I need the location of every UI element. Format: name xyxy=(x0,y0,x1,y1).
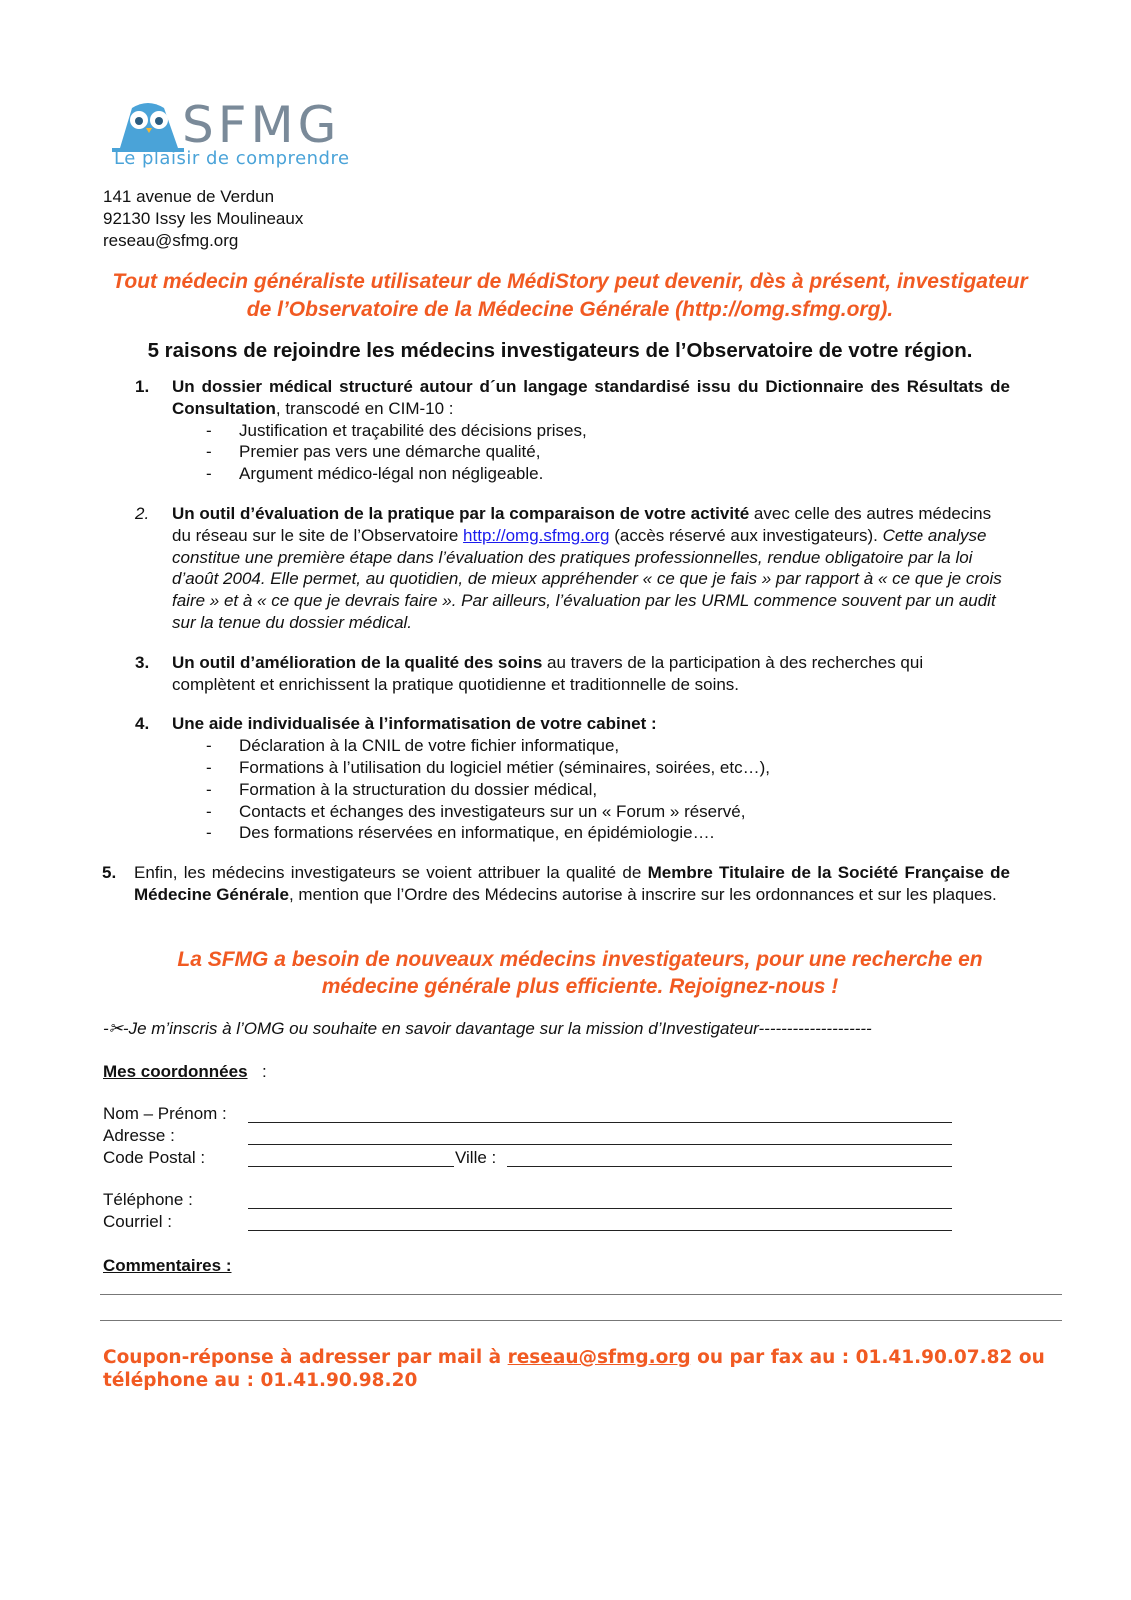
address-field[interactable] xyxy=(248,1144,952,1145)
owl-icon xyxy=(112,98,184,154)
phone-field[interactable] xyxy=(248,1208,952,1209)
omg-site-link[interactable]: http://omg.sfmg.org xyxy=(463,525,610,545)
reason-5 xyxy=(102,862,1010,906)
list-item: - Contacts et échanges des investigateurs sur un « Forum » réservé, xyxy=(172,801,1010,823)
comments-line-1[interactable] xyxy=(100,1294,1062,1295)
section-title-colon: : xyxy=(262,1062,267,1081)
reason-number: 3. xyxy=(135,652,150,672)
list-item: - Premier pas vers une démarche qualité, xyxy=(172,441,1010,463)
name-field[interactable] xyxy=(248,1122,952,1123)
reason-number: 5. xyxy=(102,863,117,883)
reason-1 xyxy=(120,376,1010,485)
reason-4 xyxy=(120,713,1010,844)
headline-line-2: de l’Observatoire de la Médecine Générale (http://omg.sfmg.org). xyxy=(246,298,894,321)
reason-bold: Une aide individualisée à l’informatisation de votre cabinet : xyxy=(172,714,657,734)
footer-notice xyxy=(103,1346,1063,1392)
cta-line-1: La SFMG a besoin de nouveaux médecins investigateurs, pour une recherche en xyxy=(177,948,983,971)
reason-number: 4. xyxy=(135,714,150,734)
call-to-action xyxy=(90,946,1070,1000)
reason-text: avec celle des autres médecins du réseau sur le site de l’Observatoire xyxy=(172,503,992,545)
footer-phone: téléphone au : 01.41.90.98.20 xyxy=(103,1370,418,1391)
reason-bold: Un outil d’amélioration de la qualité des soins xyxy=(172,652,543,672)
postal-code-label: Code Postal : xyxy=(103,1148,206,1167)
address-label: Adresse : xyxy=(103,1126,175,1145)
headline-line-1: Tout médecin généraliste utilisateur de MédiStory peut devenir, dès à présent, investigateur xyxy=(112,270,1028,293)
email-field[interactable] xyxy=(248,1230,952,1231)
sfmg-logo xyxy=(112,94,352,176)
reason-number: 2. xyxy=(135,503,150,523)
reason-3 xyxy=(120,652,1010,696)
address-city: 92130 Issy les Moulineaux xyxy=(103,209,304,228)
reason-text: , mention que l’Ordre des Médecins autorise à inscrire sur les ordonnances et sur les plaques. xyxy=(288,884,997,904)
reasons-list xyxy=(102,376,1010,924)
comments-line-2[interactable] xyxy=(100,1320,1062,1321)
reason-bold: Un dossier médical structuré autour d´un langage standardisé issu du Dictionnaire des Résultats de Consultation xyxy=(172,377,1010,418)
cut-line: -✂-Je m’inscris à l’OMG ou souhaite en savoir davantage sur la mission d’Investigateur-------------------- xyxy=(103,1019,872,1038)
list-item: - Formations à l’utilisation du logiciel métier (séminaires, soirées, etc…), xyxy=(172,757,1010,779)
address-email: reseau@sfmg.org xyxy=(103,231,239,250)
section-title-coordinates: Mes coordonnées xyxy=(103,1062,248,1081)
reason-number: 1. xyxy=(135,377,150,396)
logo-tagline: Le plaisir de comprendre xyxy=(114,148,350,169)
list-item: - Formation à la structuration du dossier médical, xyxy=(172,779,1010,801)
headline xyxy=(60,268,1080,324)
phone-label: Téléphone : xyxy=(103,1190,193,1209)
footer-fax: ou par fax au : 01.41.90.07.82 ou xyxy=(690,1347,1045,1368)
cta-line-2: médecine générale plus efficiente. Rejoignez-nous ! xyxy=(321,975,839,998)
reason-bold: Membre Titulaire de la Société Française de Médecine Générale xyxy=(134,863,1010,904)
list-item: - Justification et traçabilité des décisions prises, xyxy=(172,420,1010,442)
subtitle: 5 raisons de rejoindre les médecins investigateurs de l’Observatoire de votre région. xyxy=(147,339,973,362)
reason-text-pre: Enfin, les médecins investigateurs se voient attribuer la qualité de xyxy=(134,863,648,883)
address-street: 141 avenue de Verdun xyxy=(103,187,275,206)
footer-pre: Coupon-réponse à adresser par mail à xyxy=(103,1347,508,1368)
reason-text: , transcodé en CIM-10 : xyxy=(275,398,454,418)
city-field[interactable] xyxy=(507,1166,952,1167)
postal-code-field[interactable] xyxy=(248,1166,454,1167)
name-label: Nom – Prénom : xyxy=(103,1104,227,1123)
list-item: - Argument médico-légal non négligeable. xyxy=(172,463,1010,485)
list-item: - Déclaration à la CNIL de votre fichier informatique, xyxy=(172,735,1010,757)
footer-email-link[interactable]: reseau@sfmg.org xyxy=(507,1347,691,1368)
list-item: - Des formations réservées en informatique, en épidémiologie…. xyxy=(172,822,1010,844)
reason-text-b: (accès réservé aux investigateurs). xyxy=(609,525,883,545)
city-label: Ville : xyxy=(455,1148,497,1167)
reason-italic: Cette analyse constitue une première étape dans l’évaluation des pratiques professionnelles, rendue obligatoire par la loi d’août 2004. Elle permet, au quotidien, de mieux appréhender « ce que je fais » par rapport à « ce que je crois faire » et à « ce que je devrais faire ». Par ailleurs, l’évaluation par les URML commence souvent par un audit sur la tenue du dossier médical. xyxy=(172,525,1002,632)
email-label: Courriel : xyxy=(103,1212,172,1231)
reason-text: au travers de la participation à des recherches qui complètent et enrichissent la pratique quotidienne et traditionnelle de soins. xyxy=(172,652,924,694)
logo-brand: SFMG xyxy=(182,96,341,154)
comments-title: Commentaires : xyxy=(103,1256,232,1275)
reason-bold: Un outil d’évaluation de la pratique par la comparaison de votre activité xyxy=(172,503,750,523)
reason-2 xyxy=(120,503,1010,634)
address-block xyxy=(103,186,303,252)
